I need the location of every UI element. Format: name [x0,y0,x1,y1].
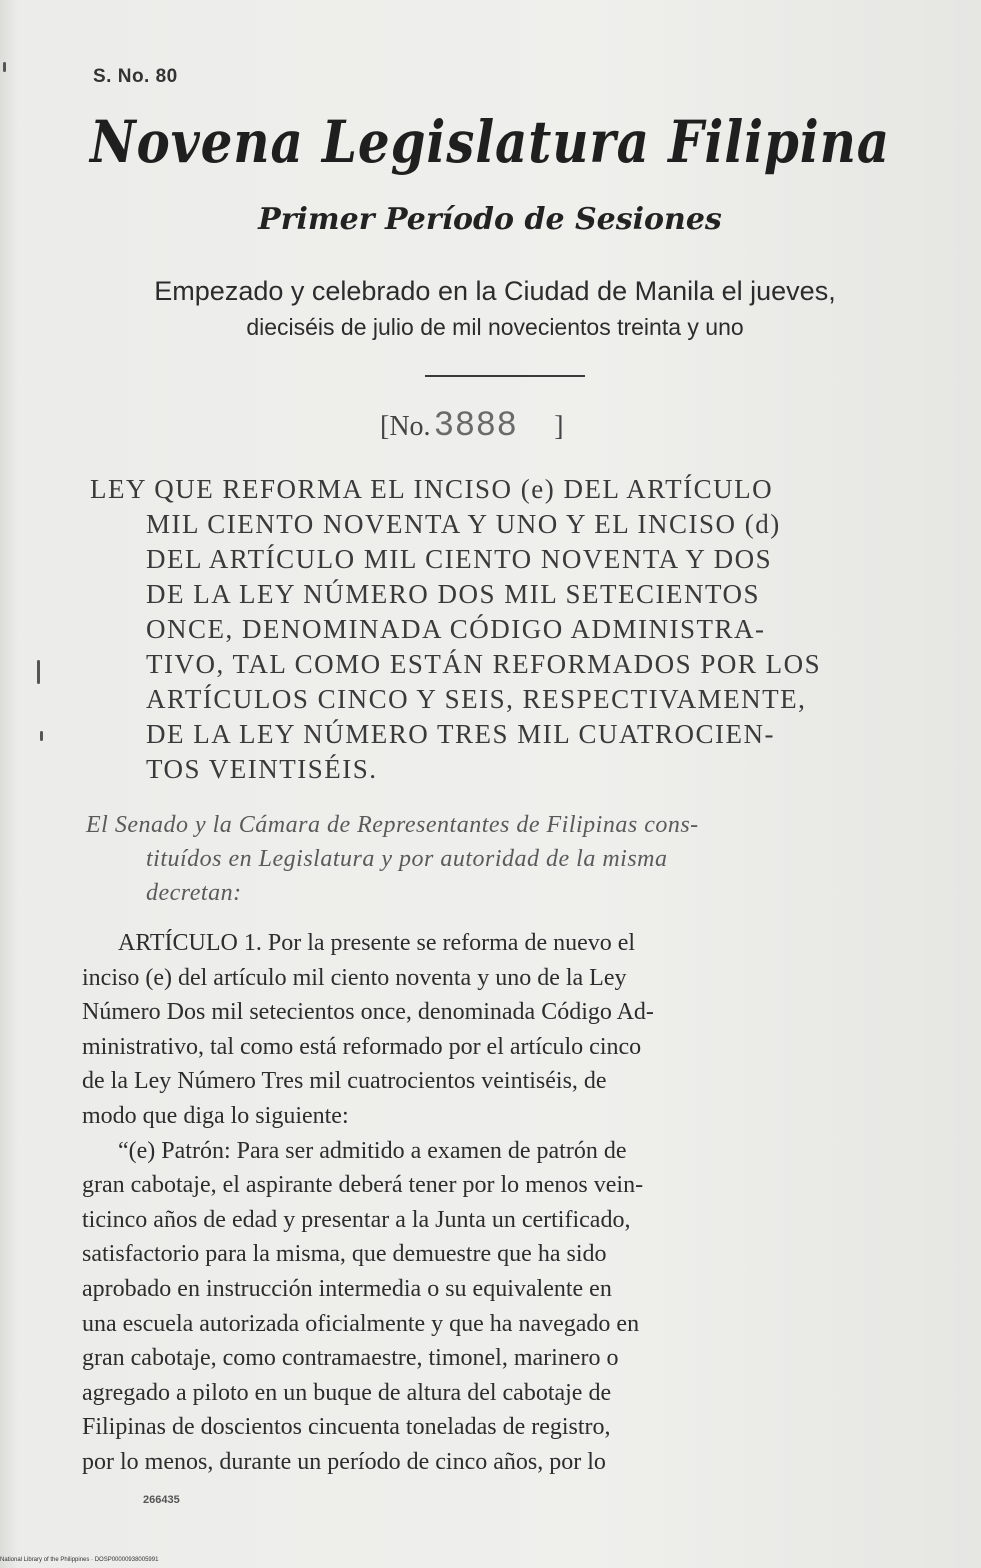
law-title [90,472,918,787]
body-line: satisfactorio para la misma, que demuestre que ha sido [82,1241,607,1268]
body-line: Número Dos mil setecientos once, denominada Código Ad- [82,999,654,1026]
law-title-line: DEL ARTÍCULO MIL CIENTO NOVENTA Y DOS [146,544,773,574]
body-line: por lo menos, durante un período de cinco años, por lo [82,1448,606,1475]
body-line: ticinco años de edad y presentar a la Junta un certificado, [82,1206,631,1233]
body-line: ministrativo, tal como está reformado por el artículo cinco [82,1033,642,1060]
law-number-prefix: [No. [380,411,431,442]
law-number-handwritten: 3888 [434,405,519,443]
session-line-1: Empezado y celebrado en la Ciudad de Manila el jueves, [154,276,836,306]
law-number [380,405,564,444]
document-subtitle: Primer Período de Sesiones [258,202,722,237]
body-line: aprobado en instrucción intermedia o su equivalente en [82,1275,612,1302]
law-title-line: MIL CIENTO NOVENTA Y UNO Y EL INCISO (d) [146,509,781,539]
divider-rule [425,375,585,377]
body-line: una escuela autorizada oficialmente y que ha navegado en [82,1310,640,1337]
enacting-line: El Senado y la Cámara de Representantes de Filipinas cons- [86,812,699,838]
body-line: modo que diga lo siguiente: [82,1102,349,1129]
law-title-line: ARTÍCULOS CINCO Y SEIS, RESPECTIVAMENTE, [146,684,807,714]
body-line: de la Ley Número Tres mil cuatrocientos veintiséis, de [82,1068,607,1095]
enacting-line: tituídos en Legislatura y por autoridad de la misma [146,846,668,872]
law-title-line: DE LA LEY NÚMERO TRES MIL CUATROCIEN- [146,719,775,749]
body-line: gran cabotaje, el aspirante deberá tener por lo menos vein- [82,1172,644,1199]
margin-mark [37,660,40,684]
law-title-line: ONCE, DENOMINADA CÓDIGO ADMINISTRA- [146,614,766,644]
margin-mark [40,731,43,741]
enacting-line: decretan: [146,880,242,906]
body-line: gran cabotaje, como contramaestre, timonel, marinero o [82,1345,619,1372]
body-line: inciso (e) del artículo mil ciento noventa y uno de la Ley [82,964,627,991]
scan-credit: National Library of the Philippines · DOSP00000938005991 [0,1557,159,1563]
law-title-line: DE LA LEY NÚMERO DOS MIL SETECIENTOS [146,579,760,609]
law-title-line: LEY QUE REFORMA EL INCISO (e) DEL ARTÍCULO [90,474,774,504]
body-line: ARTÍCULO 1. Por la presente se reforma de nuevo el [118,930,636,956]
margin-mark [3,62,6,72]
session-line-2: dieciséis de julio de mil novecientos treinta y uno [246,314,744,340]
law-title-line: TOS VEINTISÉIS. [146,754,378,784]
law-number-suffix: ] [554,411,564,442]
enacting-clause [86,808,916,910]
law-title-line: TIVO, TAL COMO ESTÁN REFORMADOS POR LOS [146,649,822,679]
body-line: agregado a piloto en un buque de altura del cabotaje de [82,1379,612,1406]
body-line: Filipinas de doscientos cincuenta toneladas de registro, [82,1414,611,1441]
bill-number: S. No. 80 [93,66,178,87]
article-body [82,926,914,1480]
body-line: “(e) Patrón: Para ser admitido a examen de patrón de [118,1137,627,1164]
document-title: Novena Legislatura Filipina [90,108,890,176]
print-number: 266435 [143,1494,180,1506]
